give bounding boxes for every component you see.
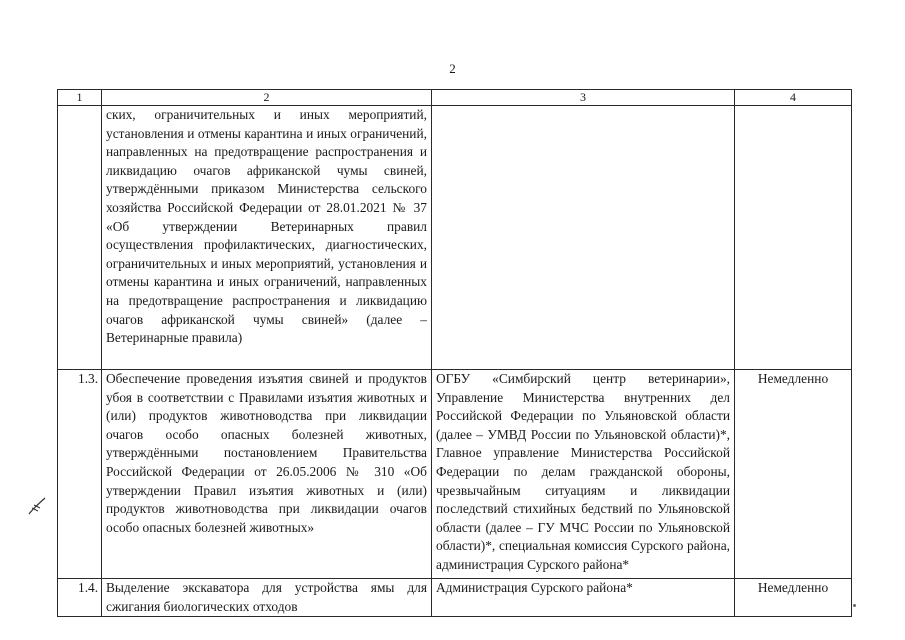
handwritten-mark-icon [26,494,48,518]
column-header-3: 3 [432,90,735,106]
row-number: 1.3. [58,370,102,579]
measure-cell: Обеспечение проведения изъятия свиней и продуктов убоя в соответствии с Правилами изъятия животных и (или) продуктов животноводства при ликвидации очагов особо опасных болезней животных, утверждёнными постановлением Правительства Российской Федерации от 26.05.2006 № 310 «Об утверждении Правил изъятия животных и (или) продуктов животноводства при ликвидации очагов особо опасных болезней животных» [102,370,432,579]
column-header-2: 2 [102,90,432,106]
executors-cell: ОГБУ «Симбирский центр ветеринарии», Управление Министерства внутренних дел Российской Федерации по Ульяновской области (далее – УМВД России по Ульяновской области)*, Главное управление Министерства Российской Федерации по делам гражданской обороны, чрезвычайным ситуациям и ликвидации последствий стихийных бедствий по Ульяновской области (далее – ГУ МЧС России по Ульяновской области)*, специальная комиссия Сурского района, администрация Сурского района* [432,370,735,579]
page-number: 2 [449,61,456,76]
measure-cell: Выделение экскаватора для устройства ямы для сжигания биологических отходов [102,579,432,617]
measure-cell: ских, ограничительных и иных мероприятий, установления и отмены карантина и иных ограничений, направленных на предотвращение распространения и ликвидацию очагов африканской чумы свиней, утверждёнными приказом Министерства сельского хозяйства Российской Федерации от 28.01.2021 № 37 «Об утверждении Ветеринарных правил осуществления профилактических, диагностических, ограничительных и иных мероприятий, установления и отмены карантина и иных ограничений, направленных на предотвращение распространения и ликвидацию очагов африканской чумы свиней» (далее – Ветеринарные правила) [102,106,432,370]
executors-cell: Администрация Сурского района* [432,579,735,617]
column-header-4: 4 [735,90,852,106]
table-row [58,370,852,579]
term-cell: Немедленно [735,370,852,579]
scan-speck [853,604,856,607]
table-row [58,579,852,617]
row-number [58,106,102,370]
table-header-row [58,90,852,106]
measures-table [57,89,852,617]
row-number: 1.4. [58,579,102,617]
executors-cell [432,106,735,370]
term-cell [735,106,852,370]
column-header-1: 1 [58,90,102,106]
table-row [58,106,852,370]
term-cell: Немедленно [735,579,852,617]
